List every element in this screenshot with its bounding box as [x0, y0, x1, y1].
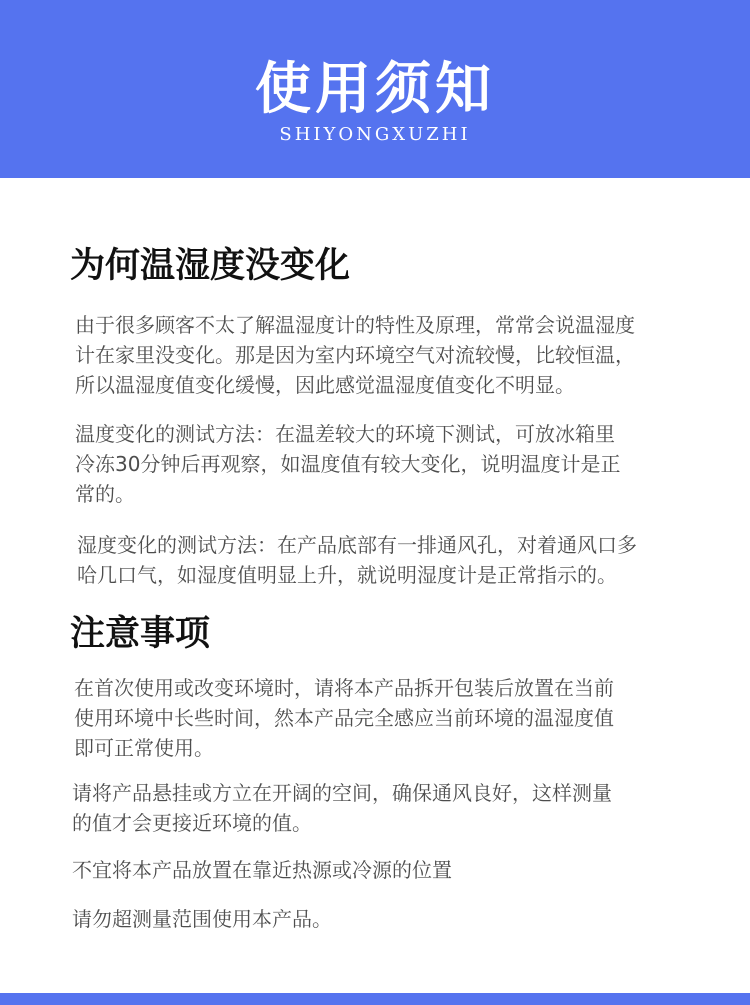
- paragraph-line: 请将产品悬挂或方立在开阔的空间，确保通风良好，这样测量: [72, 781, 612, 805]
- paragraph-reason: [75, 310, 635, 400]
- paragraph-line: 在首次使用或改变环境时，请将本产品拆开包装后放置在当前: [74, 676, 614, 700]
- page-subtitle: SHIYONGXUZHI: [279, 124, 471, 145]
- paragraph-humidity-test: [77, 530, 637, 590]
- header-banner: [0, 0, 750, 178]
- paragraph-heat-source: [72, 855, 452, 885]
- paragraph-line: 请勿超测量范围使用本产品。: [72, 907, 332, 931]
- paragraph-line: 温度变化的测试方法：在温差较大的环境下测试，可放冰箱里: [75, 422, 615, 446]
- section-heading-why-no-change: 为何温湿度没变化: [70, 246, 351, 286]
- footer-bar: [0, 993, 750, 1005]
- section-heading-precautions: 注意事项: [70, 614, 211, 654]
- paragraph-line: 哈几口气，如湿度值明显上升，就说明湿度计是正常指示的。: [77, 563, 617, 587]
- paragraph-line: 常的。: [75, 482, 135, 506]
- paragraph-line: 计在家里没变化。那是因为室内环境空气对流较慢，比较恒温，: [75, 343, 635, 367]
- paragraph-range: [72, 904, 332, 934]
- paragraph-placement: [72, 778, 612, 838]
- paragraph-line: 由于很多顾客不太了解温湿度计的特性及原理，常常会说温湿度: [75, 313, 635, 337]
- page-title: 使用须知: [255, 57, 495, 122]
- paragraph-line: 湿度变化的测试方法：在产品底部有一排通风孔，对着通风口多: [77, 533, 637, 557]
- paragraph-line: 使用环境中长些时间，然本产品完全感应当前环境的温湿度值: [74, 706, 614, 730]
- paragraph-line: 不宜将本产品放置在靠近热源或冷源的位置: [72, 858, 452, 882]
- paragraph-temperature-test: [75, 419, 620, 509]
- paragraph-line: 所以温湿度值变化缓慢，因此感觉温湿度值变化不明显。: [75, 373, 575, 397]
- paragraph-first-use: [74, 673, 614, 763]
- paragraph-line: 的值才会更接近环境的值。: [72, 811, 312, 835]
- paragraph-line: 即可正常使用。: [74, 736, 214, 760]
- paragraph-line: 冷冻30分钟后再观察，如温度值有较大变化，说明温度计是正: [75, 452, 621, 476]
